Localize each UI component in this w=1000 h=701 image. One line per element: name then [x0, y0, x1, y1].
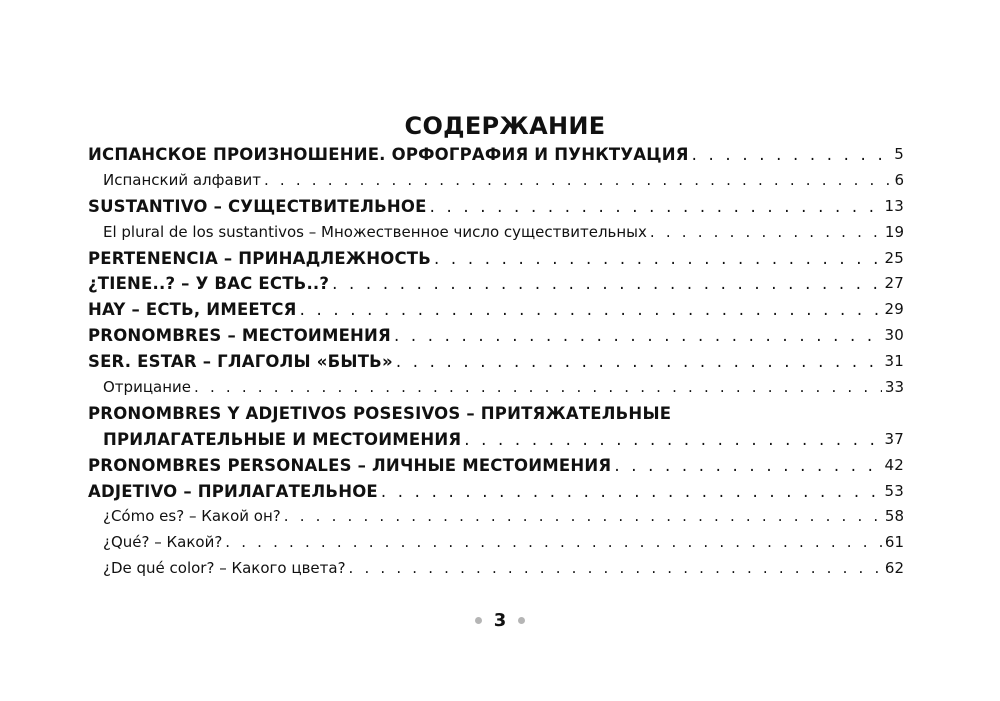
dot-leader — [300, 297, 882, 323]
toc-subentry[interactable] — [88, 375, 904, 401]
toc-entry-page: 53 — [884, 481, 904, 500]
toc-entry[interactable] — [88, 453, 904, 479]
toc-entry-page: 25 — [884, 248, 904, 267]
page-title: СОДЕРЖАНИЕ — [404, 112, 606, 140]
dot-leader — [394, 323, 882, 349]
toc-entry-page: 58 — [884, 507, 904, 526]
dot-leader — [264, 168, 891, 194]
toc-entry-page: 13 — [884, 196, 904, 215]
toc-entry[interactable] — [88, 194, 904, 220]
page-footer — [0, 610, 1000, 631]
toc-entry-title: HAY – ЕСТЬ, ИМЕЕТСЯ — [88, 300, 297, 320]
toc-entry-title: ¿TIENE..? – У ВАС ЕСТЬ..? — [88, 274, 330, 294]
toc-subentry[interactable] — [88, 530, 904, 556]
toc-entry-page: 29 — [884, 300, 904, 319]
toc-entry-page: 5 — [894, 144, 904, 163]
toc-entry-title: ¿De qué color? – Какого цвета? — [103, 559, 346, 578]
toc-entry-page: 31 — [884, 352, 904, 371]
toc-entry-page: 37 — [884, 429, 904, 448]
bullet-dot-icon — [475, 617, 482, 624]
toc-entry[interactable] — [88, 323, 904, 349]
page-number: 3 — [493, 610, 507, 631]
toc-entry[interactable] — [88, 142, 904, 168]
toc-entry-continuation[interactable] — [88, 427, 904, 453]
toc-entry[interactable] — [88, 479, 904, 505]
toc-entry-page: 62 — [884, 559, 904, 578]
toc-entry-title: Отрицание — [103, 378, 192, 396]
toc-entry-page: 19 — [884, 222, 904, 241]
dot-leader — [614, 453, 881, 479]
dot-leader — [464, 427, 881, 453]
toc-entry-title: PRONOMBRES Y ADJETIVOS POSESIVOS – ПРИТЯЖАТЕЛЬНЫЕ — [88, 403, 672, 423]
toc-subentry[interactable] — [88, 504, 904, 530]
toc-entry-title: ADJETIVO – ПРИЛАГАТЕЛЬНОЕ — [88, 481, 378, 501]
toc-entry-title: ¿Qué? – Какой? — [103, 533, 223, 552]
toc-entry[interactable] — [88, 297, 904, 323]
toc-entry-page: 30 — [884, 326, 904, 345]
toc-entry-page: 42 — [884, 455, 904, 474]
toc-subentry[interactable] — [88, 556, 904, 582]
dot-leader — [332, 271, 881, 297]
toc-entry[interactable] — [88, 246, 904, 272]
toc-entry-title: PRONOMBRES – МЕСТОИМЕНИЯ — [88, 326, 391, 346]
toc-entry-page: 6 — [894, 170, 904, 189]
toc-entry-title: Испанский алфавит — [103, 170, 261, 189]
toc-entry-page: 27 — [884, 274, 904, 293]
toc-entry-title: SER. ESTAR – ГЛАГОЛЫ «БЫТЬ» — [88, 352, 393, 372]
dot-leader — [194, 375, 882, 401]
toc-entry-page: 61 — [884, 533, 904, 552]
toc-entry-title: PRONOMBRES PERSONALES – ЛИЧНЫЕ МЕСТОИМЕНИЯ — [88, 455, 612, 475]
dot-leader — [430, 194, 882, 220]
dot-leader — [396, 349, 882, 375]
dot-leader — [225, 530, 882, 556]
bullet-dot-icon — [518, 617, 525, 624]
toc-entry-title: SUSTANTIVO – СУЩЕСТВИТЕЛЬНОЕ — [88, 196, 427, 216]
toc-entry-title: ИСПАНСКОЕ ПРОИЗНОШЕНИЕ. ОРФОГРАФИЯ И ПУНКТУАЦИЯ — [88, 144, 689, 164]
toc-subentry[interactable] — [88, 168, 904, 194]
dot-leader — [349, 556, 882, 582]
toc-entry-title: PERTENENCIA – ПРИНАДЛЕЖНОСТЬ — [88, 248, 432, 268]
toc-entry-page: 33 — [884, 378, 904, 396]
toc-subentry[interactable] — [88, 220, 904, 246]
dot-leader — [650, 220, 882, 246]
dot-leader — [381, 479, 882, 505]
toc-entry-title: El plural de los sustantivos – Множественное число существительных — [103, 222, 647, 241]
toc-entry[interactable] — [88, 401, 904, 427]
toc-entry[interactable] — [88, 271, 904, 297]
table-of-contents — [88, 142, 904, 582]
dot-leader — [434, 246, 881, 272]
toc-entry[interactable] — [88, 349, 904, 375]
dot-leader — [284, 504, 882, 530]
toc-entry-title: ПРИЛАГАТЕЛЬНЫЕ И МЕСТОИМЕНИЯ — [103, 429, 462, 449]
dot-leader — [692, 142, 892, 168]
toc-entry-title: ¿Cómo es? – Какой он? — [103, 507, 281, 526]
